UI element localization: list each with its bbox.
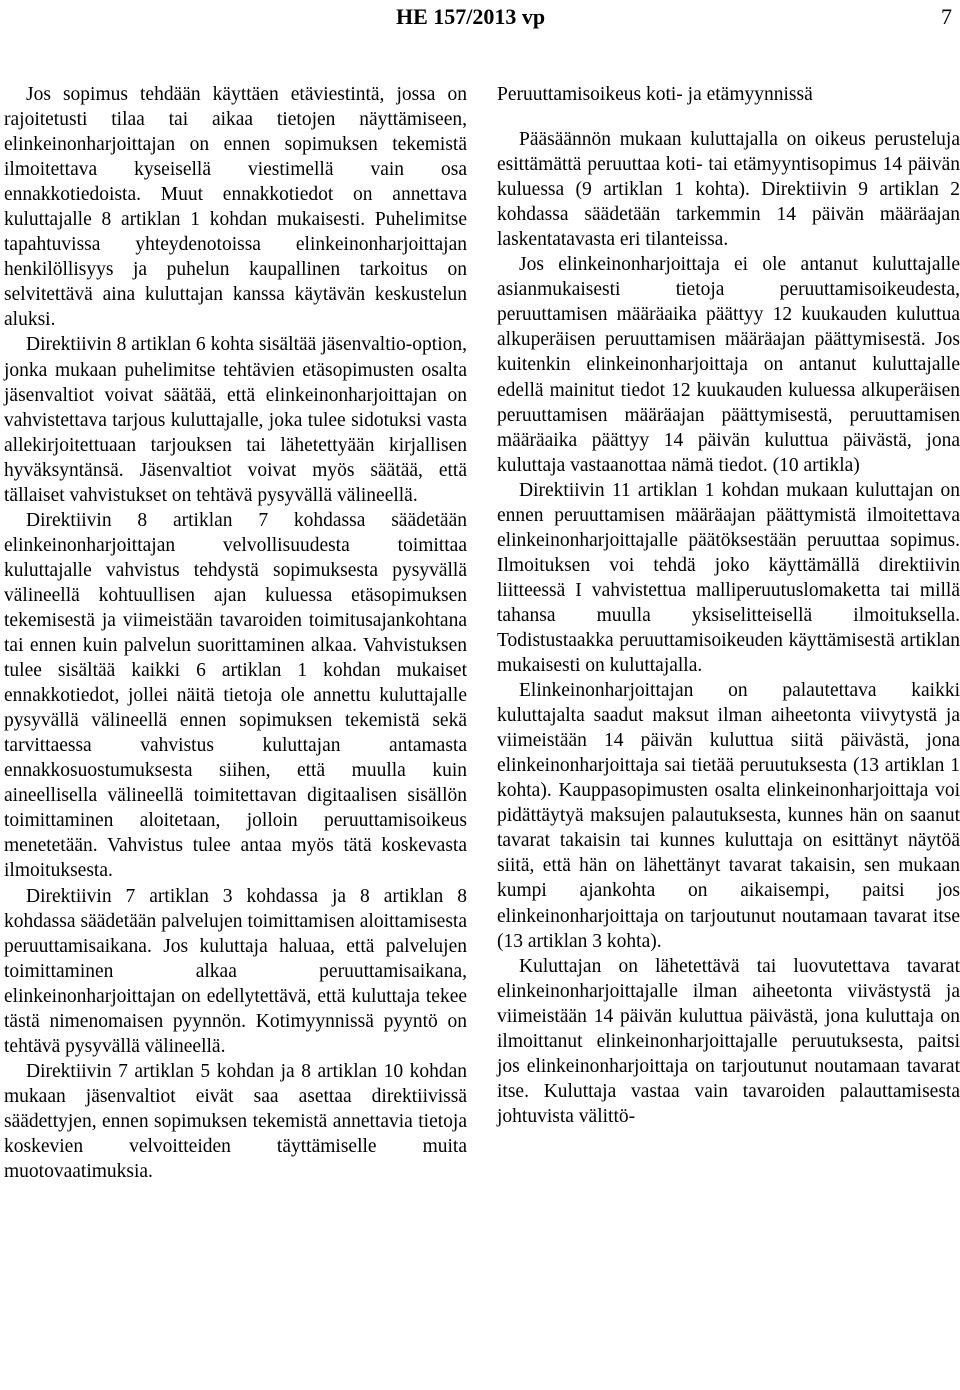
paragraph: Kuluttajan on lähetettävä tai luovutettava tavarat elinkeinonharjoittajalle ilman aiheetonta viivästystä ja viimeistään 14 päivän kuluttua päivästä, jona kuluttaja on ilmoittanut elinkeinonharjoittajalle peruutuksesta, paitsi jos elinkeinonharjoittaja on tarjoutunut noutamaan tavarat itse. Kuluttaja vastaa vain tavaroiden palauttamisesta johtuvista välittö-: [497, 955, 960, 1127]
right-column: [497, 82, 960, 1129]
paragraph: Direktiivin 7 artiklan 5 kohdan ja 8 artiklan 10 kohdan mukaan jäsenvaltiot eivät saa asettaa direktiivissä säädettyjen, ennen sopimuksen tekemistä annettavia tietoja koskevien velvoitteiden täyttämiselle muita muotovaatimuksia.: [4, 1060, 467, 1183]
page-header: [0, 2, 960, 32]
page-number: 7: [941, 4, 952, 29]
section-heading: Peruuttamisoikeus koti- ja etämyynnissä: [497, 84, 813, 105]
paragraph: Elinkeinonharjoittajan on palautettava kaikki kuluttajalta saadut maksut ilman aiheetonta viivytystä ja viimeistään 14 päivän kuluttua siitä päivästä, jona elinkeinonharjoittaja sai tietää peruutuksesta (13 artiklan 1 kohta). Kauppasopimusten osalta elinkeinonharjoittaja voi pidättäytyä maksujen palautuksesta, kunnes hän on saanut tavarat takaisin tai kunnes kuluttaja on esittänyt näytöä siitä, että hän on lähettänyt tavarat takaisin, sen mukaan kumpi ajankohta on aikaisempi, paitsi jos elinkeinonharjoittaja on tarjoutunut noutamaan tavarat itse (13 artiklan 3 kohta).: [497, 680, 960, 952]
paragraph: Jos elinkeinonharjoittaja ei ole antanut kuluttajalle asianmukaisesti tietoja peruuttamisoikeudesta, peruuttamisen määräaika päättyy 12 kuukauden kuluttua alkuperäisen peruuttamisen määräajan päättymisestä. Jos kuitenkin elinkeinonharjoittaja on antanut kuluttajalle edellä mainitut tiedot 12 kuukauden kuluessa alkuperäisen peruuttamisen määräajan päättymisestä, peruuttamisen määräaika päättyy 14 päivän kuluttua päivästä, jona kuluttaja vastaanottaa nämä tiedot. (10 artikla): [497, 254, 960, 476]
left-column: [4, 82, 467, 1184]
paragraph: Pääsäännön mukaan kuluttajalla on oikeus perusteluja esittämättä peruuttaa koti- tai etämyyntisopimus 14 päivän kuluessa (9 artiklan 1 kohta). Direktiivin 9 artiklan 2 kohdassa säädetään tarkemmin 14 päivän määräajan laskentatavasta eri tilanteissa.: [497, 129, 960, 251]
document-id: HE 157/2013 vp: [396, 4, 546, 29]
paragraph: Direktiivin 11 artiklan 1 kohdan mukaan kuluttajan on ennen peruuttamisen määräajan päättymistä ilmoitettava elinkeinonharjoittajalle päätöksestään peruuttaa sopimus. Ilmoituksen voi tehdä joko käyttämällä direktiivin liitteessä I vahvistettua malliperuutuslomaketta tai millä tahansa muulla yksiselitteisellä ilmoituksella. Todistustaakka peruuttamisoikeuden käyttämisestä artiklan mukaisesti on kuluttajalla.: [497, 479, 960, 677]
paragraph: Direktiivin 8 artiklan 7 kohdassa säädetään elinkeinonharjoittajan velvollisuudesta toimittaa kuluttajalle vahvistus tehdystä sopimuksesta pysyvällä välineellä kohtuullisen ajan kuluessa etäsopimuksen tekemisestä ja viimeistään tavaroiden toimitusajankohtana tai ennen kuin palvelun suorittaminen alkaa. Vahvistuksen tulee sisältää kaikki 6 artiklan 1 kohdan mukaiset ennakkotiedot, jollei näitä tietoja ole annettu kuluttajalle pysyvällä välineellä ennen sopimuksen tekemistä sekä tarvittaessa vahvistus kuluttajan antamasta ennakkosuostumuksesta siihen, että muulla kuin aineellisella välineellä toimitettavan digitaalisen sisällön toimittaminen aloitetaan, jolloin peruuttamisoikeus menetetään. Vahvistus tulee antaa myös tätä koskevasta ilmoituksesta.: [4, 509, 467, 882]
paragraph: Jos sopimus tehdään käyttäen etäviestintä, jossa on rajoitetusti tilaa tai aikaa tietojen näyttämiseen, elinkeinonharjoittajan on ennen sopimuksen tekemistä ilmoitettava kyseisellä viestimellä vain osa ennakkotiedoista. Muut ennakkotiedot on annettava kuluttajalle 8 artiklan 1 kohdan mukaisesti. Puhelimitse tapahtuvissa yhteydenotoissa elinkeinonharjoittajan henkilöllisyys ja puhelun kaupallinen tarkoitus on selvitettävä aina kuluttajan kanssa käytävän keskustelun aluksi.: [4, 84, 467, 331]
paragraph: Direktiivin 8 artiklan 6 kohta sisältää jäsenvaltio-option, jonka mukaan puhelimitse tehtävien etäsopimusten osalta jäsenvaltiot voivat säätää, että elinkeinonharjoittajan on vahvistettava tarjous kuluttajalle, joka tulee sidotuksi vasta allekirjoitettuaan tarjouksen tai lähetettyään kirjallisen hyväksyntänsä. Jäsenvaltiot voivat myös säätää, että tällaiset vahvistukset on tehtävä pysyvällä välineellä.: [4, 334, 467, 506]
paragraph: Direktiivin 7 artiklan 3 kohdassa ja 8 artiklan 8 kohdassa säädetään palvelujen toimittamisen aloittamisesta peruuttamisaikana. Jos kuluttaja haluaa, että palvelujen toimittaminen alkaa peruuttamisaikana, elinkeinonharjoittajan on edellytettävä, että kuluttaja tekee tästä nimenomaisen pyynnön. Kotimyynnissä pyyntö on tehtävä pysyvällä välineellä.: [4, 885, 467, 1057]
